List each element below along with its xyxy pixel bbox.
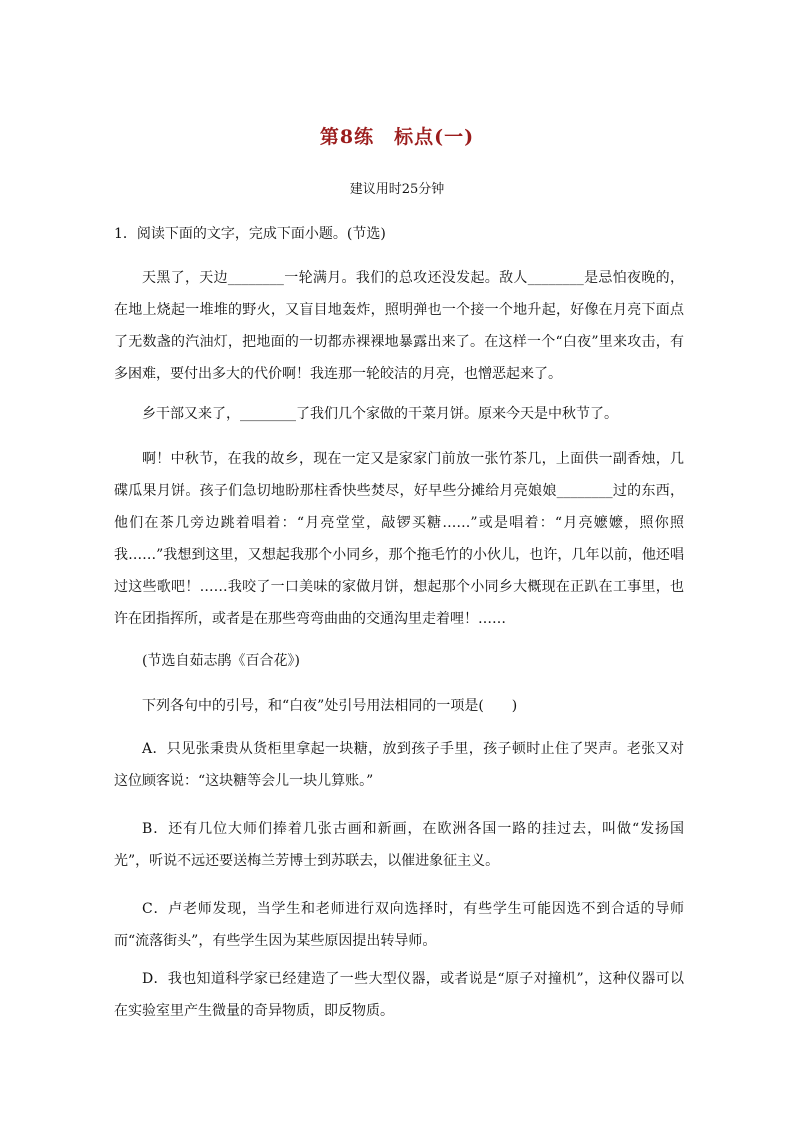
passage-paragraph-1: 天黑了，天边________一轮满月。我们的总攻还没发起。敌人________是忌怕夜晚的，在地上烧起一堆堆的野火，又盲目地轰炸，照明弹也一个接一个地升起，好像在月亮下面点了无数盏的汽油灯，把地面的一切都赤裸裸地暴露出来了。在这样一个“白夜”里来攻击，有多困难，要付出多大的代价啊！我连那一轮皎洁的月亮，也憎恶起来了。	[114, 270, 684, 382]
option-d: D．我也知道科学家已经建造了一些大型仪器，或者说是“原子对撞机”，这种仪器可以在实验室里产生微量的奇异物质，即反物质。	[114, 971, 684, 1019]
option-a: A．只见张秉贵从货柜里拿起一块糖，放到孩子手里，孩子顿时止住了哭声。老张又对这位顾客说：“这块糖等会儿一块儿算账。”	[114, 741, 684, 789]
subquestion-stem: 下列各句中的引号，和“白夜”处引号用法相同的一项是( )	[142, 698, 518, 714]
passage-source: (节选自茹志鹃《百合花》)	[142, 653, 300, 669]
passage-paragraph-2: 乡干部又来了，________了我们几个家做的干菜月饼。原来今天是中秋节了。	[142, 406, 618, 422]
page-title: 第8练 标点(一)	[319, 126, 475, 148]
suggested-time: 建议用时25分钟	[349, 182, 445, 197]
option-b: B．还有几位大师们捧着几张古画和新画，在欧洲各国一路的挂过去，叫做“发扬国光”，听说不远还要送梅兰芳博士到苏联去，以催进象征主义。	[114, 821, 684, 869]
question-prompt: 1．阅读下面的文字，完成下面小题。(节选)	[114, 226, 386, 242]
passage-paragraph-3: 啊！中秋节，在我的故乡，现在一定又是家家门前放一张竹茶几，上面供一副香烛，几碟瓜果月饼。孩子们急切地盼那柱香快些焚尽，好早些分摊给月亮娘娘________过的东西，他们在茶几旁边跳着唱着：“月亮堂堂，敲锣买糖……”或是唱着：“月亮嬷嬷，照你照我……”我想到这里，又想起我那个小同乡，那个拖毛竹的小伙儿，也许，几年以前，他还唱过这些歌吧！……我咬了一口美味的家做月饼，想起那个小同乡大概现在正趴在工事里，也许在团指挥所，或者是在那些弯弯曲曲的交通沟里走着哩！……	[114, 451, 684, 627]
option-c: C．卢老师发现，当学生和老师进行双向选择时，有些学生可能因选不到合适的导师而“流落街头”，有些学生因为某些原因提出转导师。	[114, 901, 684, 949]
